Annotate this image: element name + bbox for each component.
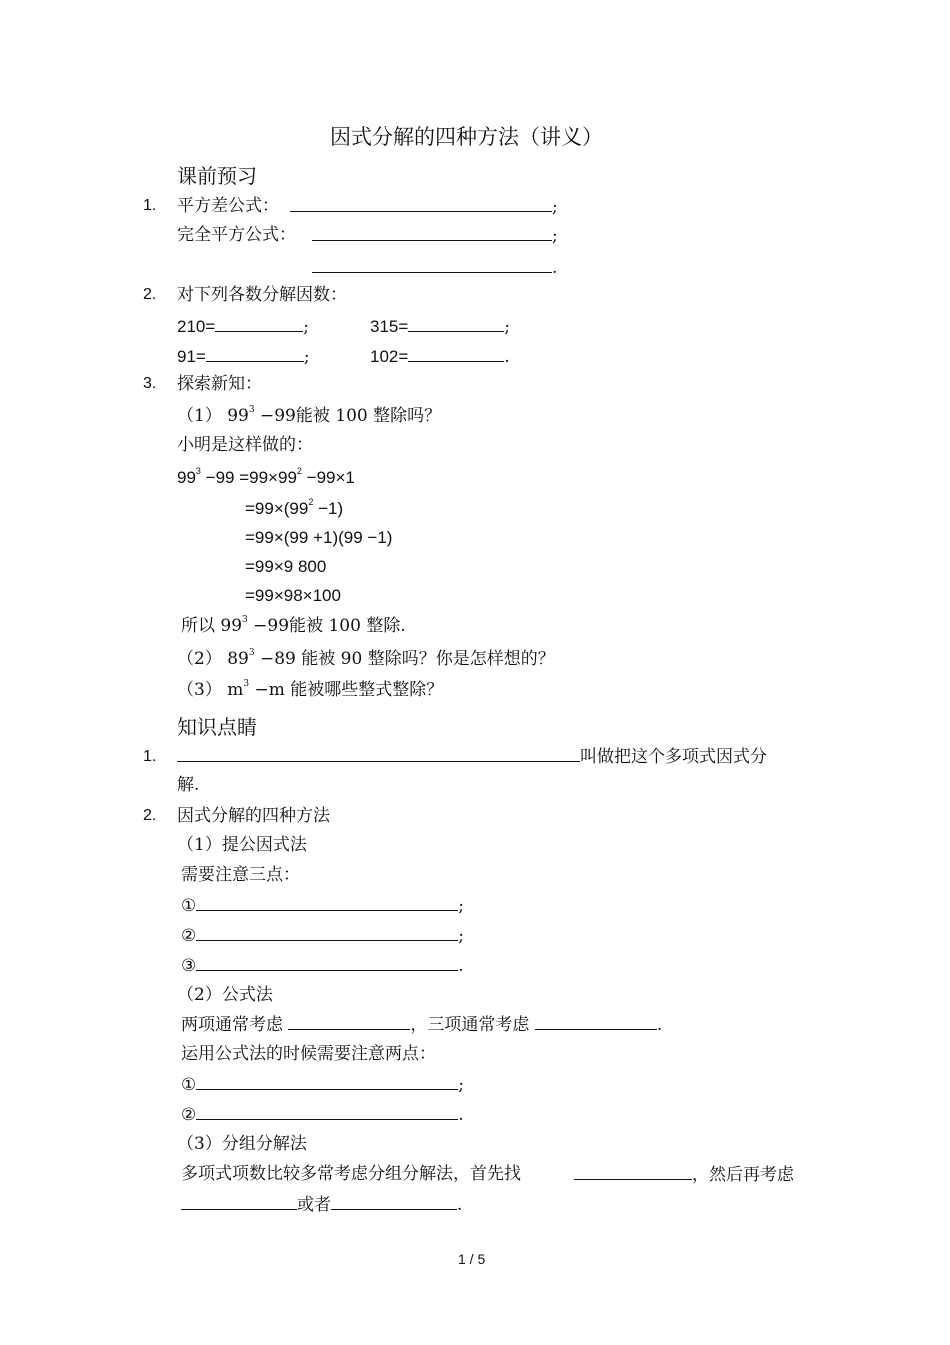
punctuation: . [457, 1195, 463, 1215]
answer-blank [288, 1013, 410, 1030]
math-text: =99×(99 [245, 499, 309, 518]
math-text: −99×1 [301, 468, 355, 487]
exponent: 2 [296, 466, 302, 476]
square-difference-formula-line [177, 195, 279, 217]
solution-step-1 [177, 467, 355, 489]
circled-number: ② [181, 926, 197, 946]
method-1-point-1 [181, 894, 464, 917]
method-2-heading: （2）公式法 [177, 985, 273, 1005]
exponent: 3 [195, 466, 201, 476]
punctuation: . [552, 258, 558, 278]
answer-blank [196, 1103, 458, 1120]
circled-number: ② [181, 1105, 197, 1125]
factorization-definition [177, 745, 767, 768]
answer-blank [408, 345, 504, 362]
section-heading-knowledge: 知识点睛 [177, 715, 257, 739]
answer-blank [574, 1163, 692, 1180]
circled-number: ① [181, 1075, 197, 1095]
method-3-line-1-blank [574, 1163, 794, 1186]
punctuation: ; [504, 317, 511, 337]
factor-91 [177, 345, 310, 368]
punctuation: ; [458, 1075, 464, 1095]
answer-blank [535, 1013, 657, 1030]
method-text: 多项式项数比较多常考虑分组分解法，首先找 [181, 1164, 521, 1184]
method-2-line [181, 1013, 662, 1036]
method-2-point-2 [181, 1103, 464, 1126]
answer-blank [408, 315, 504, 332]
question-2 [177, 648, 555, 670]
solution-conclusion [181, 615, 406, 637]
perfect-square-blank-1 [312, 224, 558, 247]
answer-blank [215, 315, 303, 332]
exponent: 2 [308, 497, 314, 507]
number-label: 102= [370, 347, 409, 366]
factor-315 [370, 315, 510, 338]
answer-blank [196, 1073, 458, 1090]
question-3 [177, 679, 443, 701]
explore-label: 探索新知： [177, 374, 262, 394]
perfect-square-label: 完全平方公式： [177, 225, 296, 245]
item-number: 2. [143, 286, 157, 303]
method-text: ，然后再考虑 [692, 1165, 794, 1185]
item-number: 1. [143, 748, 157, 765]
factorize-numbers-label: 对下列各数分解因数： [177, 285, 347, 305]
definition-text: 叫做把这个多项式因式分 [580, 747, 767, 767]
question-text: −m 能被哪些整式整除？ [249, 680, 444, 700]
method-1-heading: （1）提公因式法 [177, 835, 307, 855]
page-number: 1 / 5 [458, 1251, 486, 1267]
method-text: 或者 [297, 1195, 331, 1215]
exponent: 3 [248, 648, 255, 658]
factor-210 [177, 315, 309, 338]
item-number: 3. [143, 375, 157, 392]
answer-blank [312, 256, 552, 273]
page-title: 因式分解的四种方法（讲义） [330, 125, 603, 149]
method-text: 两项通常考虑 [181, 1015, 283, 1035]
math-text: −99能被 100 整除. [247, 616, 406, 636]
method-1-point-3 [181, 954, 464, 977]
question-1 [177, 405, 441, 427]
question-text: （2） 89 [177, 649, 249, 669]
factor-102 [370, 345, 510, 368]
punctuation: ; [552, 226, 558, 246]
exponent: 3 [243, 679, 250, 689]
square-difference-label: 平方差公式： [177, 196, 279, 216]
answer-blank [177, 745, 580, 762]
answer-blank [196, 924, 458, 941]
solution-step-4: =99×9 800 [245, 557, 327, 576]
answer-blank [196, 894, 458, 911]
number-label: 210= [177, 317, 216, 336]
perfect-square-blank-2 [312, 256, 557, 279]
exponent: 3 [242, 615, 248, 625]
math-text: −1) [313, 499, 344, 518]
method-3-line-2 [181, 1193, 462, 1216]
solution-step-5: =99×98×100 [245, 586, 341, 605]
section-heading-preview: 课前预习 [177, 164, 257, 188]
four-methods-label: 因式分解的四种方法 [177, 806, 330, 826]
punctuation: . [458, 1105, 464, 1125]
method-1-point-2 [181, 924, 464, 947]
solution-step-2 [245, 498, 343, 520]
math-text: −99 =99×99 [200, 468, 297, 487]
square-difference-blank [290, 195, 558, 218]
solution-step-3: =99×(99 +1)(99 −1) [245, 528, 393, 547]
punctuation: ; [303, 347, 310, 367]
method-3-line-1 [181, 1163, 521, 1185]
circled-number: ③ [181, 956, 197, 976]
question-text: −99能被 100 整除吗？ [254, 406, 442, 426]
method-3-heading: （3）分组分解法 [177, 1134, 307, 1154]
method-1-note: 需要注意三点： [181, 865, 300, 885]
answer-blank [290, 195, 552, 212]
xiaoming-intro: 小明是这样做的： [177, 435, 313, 455]
punctuation: ; [458, 926, 464, 946]
circled-number: ① [181, 896, 197, 916]
punctuation: . [656, 1015, 663, 1035]
answer-blank [206, 345, 304, 362]
item-number: 2. [143, 807, 157, 824]
punctuation: ; [552, 197, 558, 217]
answer-blank [331, 1193, 457, 1210]
punctuation: ; [458, 896, 464, 916]
answer-blank [181, 1193, 297, 1210]
question-text: （3） m [177, 680, 244, 700]
number-label: 315= [370, 317, 409, 336]
punctuation: ; [303, 317, 310, 337]
definition-continuation: 解. [177, 775, 200, 795]
question-text: −89 能被 90 整除吗？你是怎样想的？ [254, 649, 555, 669]
answer-blank [196, 954, 458, 971]
math-text: 所以 99 [181, 616, 243, 636]
punctuation: . [458, 956, 464, 976]
item-number: 1. [143, 197, 157, 214]
exponent: 3 [248, 405, 255, 415]
method-text: ，三项通常考虑 [410, 1015, 530, 1035]
punctuation: . [504, 347, 510, 367]
method-2-point-1 [181, 1073, 464, 1096]
number-label: 91= [177, 347, 206, 366]
question-text: （1） 99 [177, 406, 249, 426]
answer-blank [312, 224, 552, 241]
method-2-note: 运用公式法的时候需要注意两点： [181, 1044, 436, 1064]
math-text: 99 [177, 468, 196, 487]
